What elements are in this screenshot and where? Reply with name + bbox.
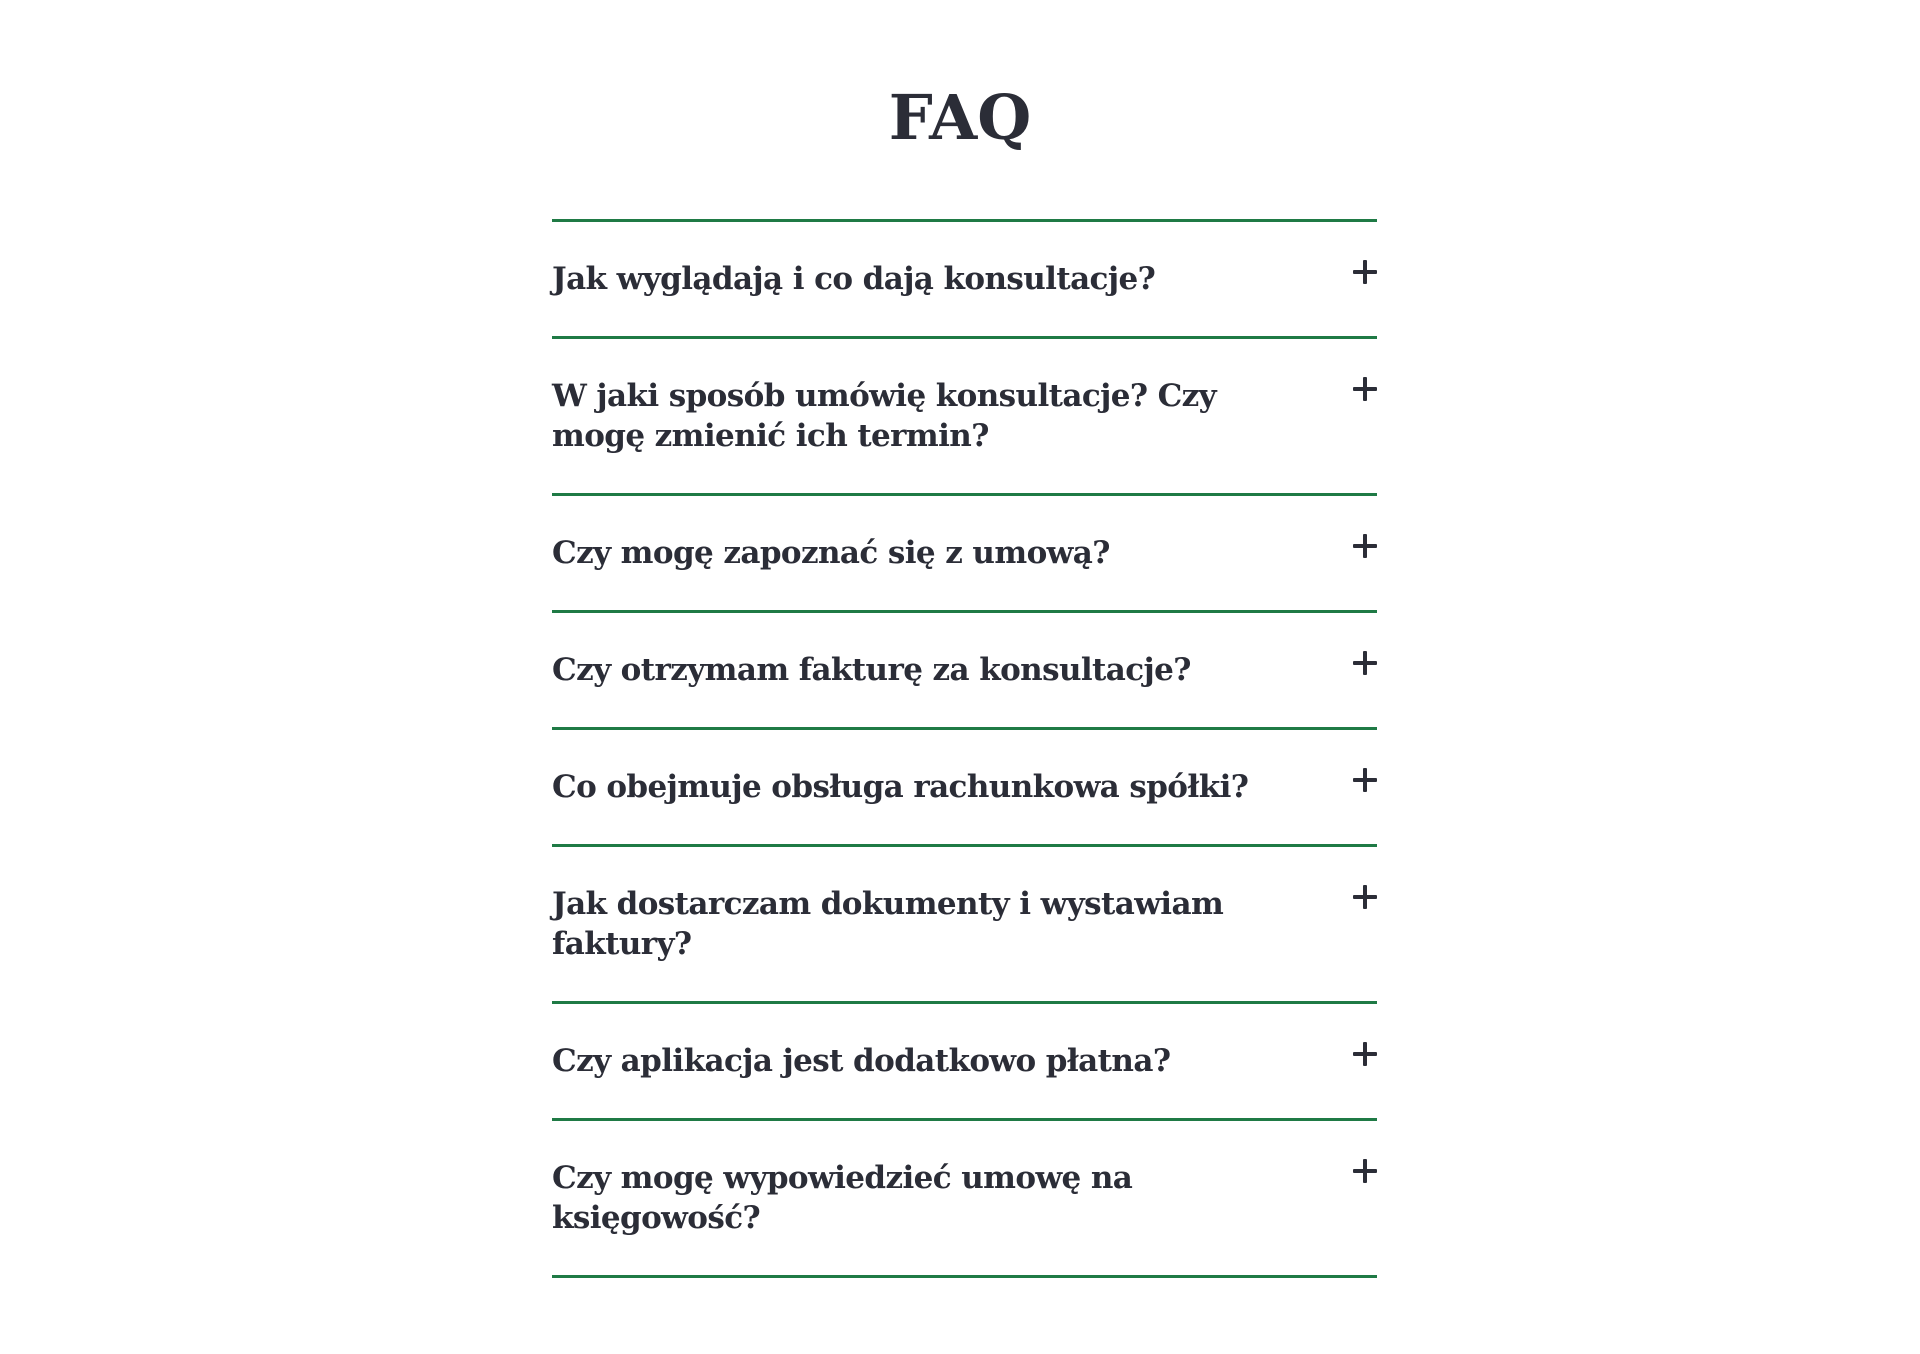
faq-question: Czy mogę wypowiedzieć umowę na księgowość? — [552, 1160, 1133, 1236]
faq-question: Czy mogę zapoznać się z umową? — [552, 535, 1110, 571]
faq-item-app-pricing[interactable] — [552, 1004, 1377, 1121]
faq-question: Jak dostarczam dokumenty i wystawiam faktury? — [552, 886, 1224, 962]
faq-item-invoice-for-consultations[interactable] — [552, 613, 1377, 730]
faq-item-booking-consultations[interactable] — [552, 339, 1377, 496]
faq-question: Czy otrzymam fakturę za konsultacje? — [552, 652, 1191, 688]
page-title: FAQ — [888, 81, 1032, 154]
plus-icon[interactable] — [1353, 377, 1377, 401]
plus-icon[interactable] — [1353, 885, 1377, 909]
faq-item-review-contract[interactable] — [552, 496, 1377, 613]
plus-icon[interactable] — [1353, 534, 1377, 558]
faq-item-company-accounting-scope[interactable] — [552, 730, 1377, 847]
plus-icon[interactable] — [1353, 1042, 1377, 1066]
faq-item-consultations-overview[interactable] — [552, 222, 1377, 339]
faq-list — [552, 219, 1377, 1278]
faq-question: Jak wyglądają i co dają konsultacje? — [552, 261, 1156, 297]
plus-icon[interactable] — [1353, 1159, 1377, 1183]
faq-question: Co obejmuje obsługa rachunkowa spółki? — [552, 769, 1249, 805]
plus-icon[interactable] — [1353, 651, 1377, 675]
plus-icon[interactable] — [1353, 260, 1377, 284]
faq-item-terminate-contract[interactable] — [552, 1121, 1377, 1278]
plus-icon[interactable] — [1353, 768, 1377, 792]
faq-item-documents-and-invoices[interactable] — [552, 847, 1377, 1004]
faq-question: W jaki sposób umówię konsultacje? Czy mogę zmienić ich termin? — [552, 378, 1217, 454]
faq-question: Czy aplikacja jest dodatkowo płatna? — [552, 1043, 1171, 1079]
